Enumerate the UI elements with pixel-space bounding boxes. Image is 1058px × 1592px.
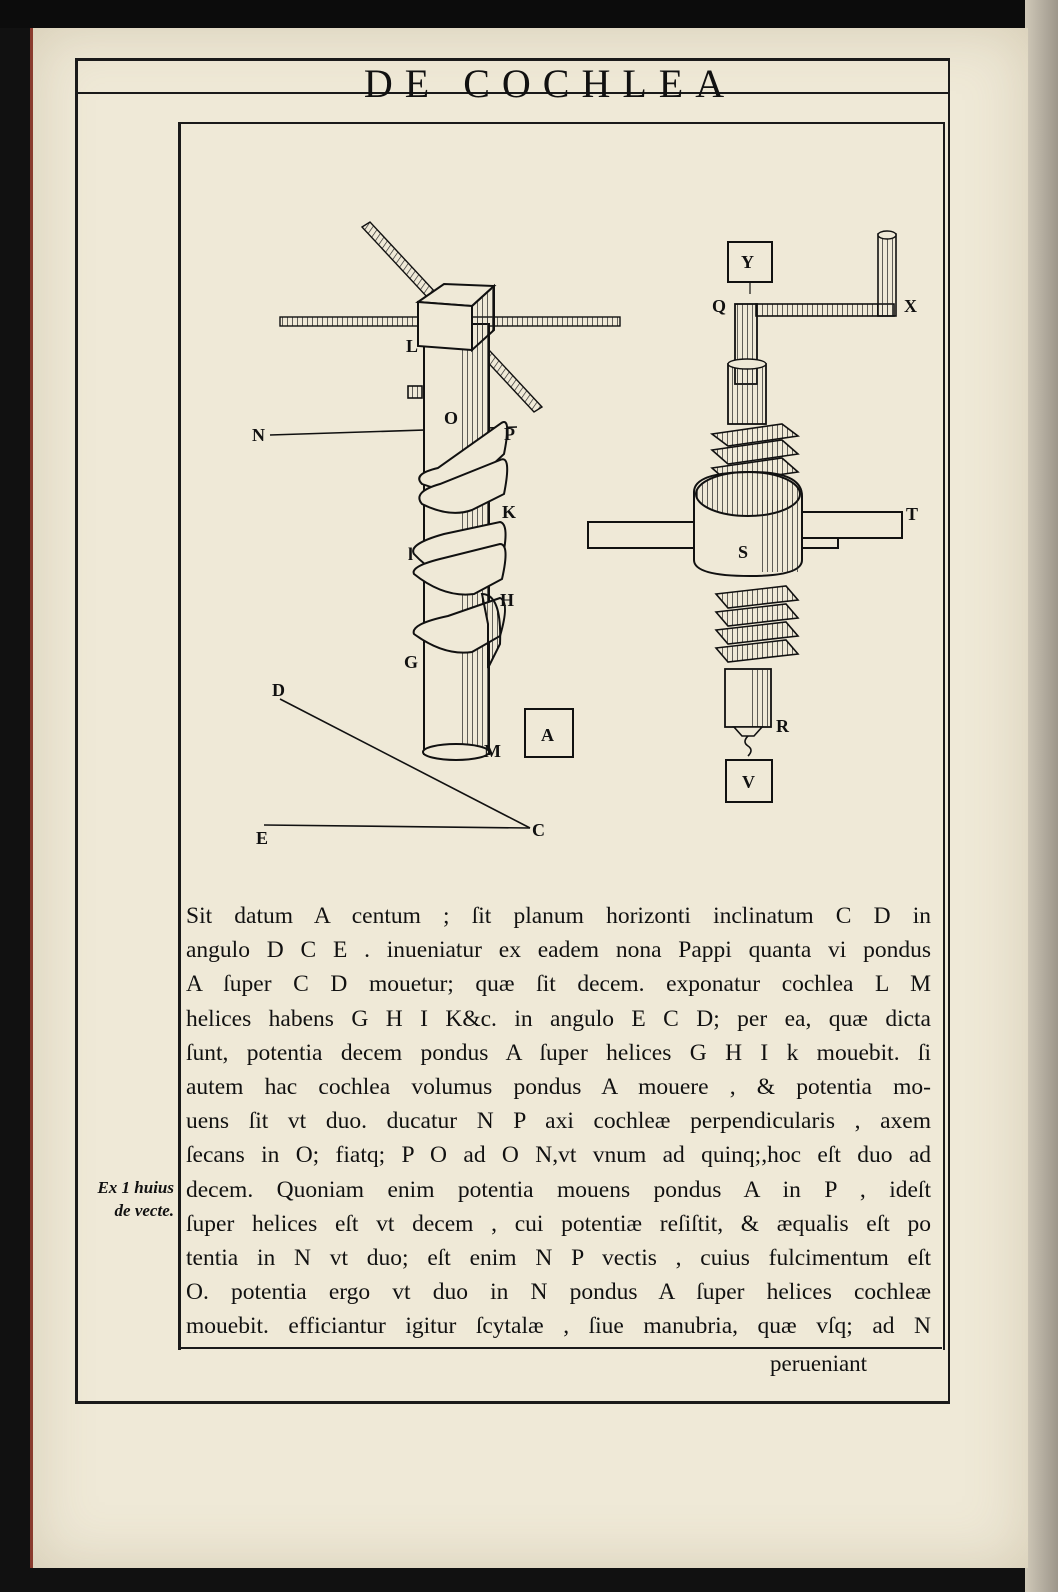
text-line: decem. Quoniam enim potentia mouens pondus A in P , ideſt [186,1176,931,1203]
text-line: angulo D C E . inueniatur ex eadem nona Pappi quanta vi pondus [186,937,931,964]
label-v: V [742,772,755,792]
text-line: ſecans in O; fiatq; P O ad O N,vt vnum ad quinq;,hoc eſt duo ad [186,1142,931,1169]
label-k: K [502,502,517,522]
margin-note [82,1176,174,1222]
right-screw-threads-lower [716,586,798,662]
label-d: D [272,680,285,700]
text-line: autem hac cochlea volumus pondus A mouere , & potentia mo- [186,1074,931,1101]
label-m: M [484,741,501,761]
label-h: H [500,590,515,610]
label-e: E [256,828,269,848]
right-screw-lower-shaft [725,669,771,756]
body-paragraph [186,899,931,1344]
margin-note-line-2: de vecte. [114,1201,174,1220]
text-line: helices habens G H I K&c. in angulo E C D; per ea, quæ dicta [186,1005,931,1032]
label-o: O [444,408,459,428]
label-r: R [776,716,789,736]
screw-diagram [182,124,938,894]
label-p: P [504,424,515,444]
page-title: DE COCHLEA [363,61,737,106]
label-l-upper: L [406,336,419,356]
text-line: ſuper helices eſt vt decem , cui potentiæ reſiſtit, & æqualis eſt po [186,1210,931,1237]
text-line: mouebit. efficiantur igitur ſcytalæ , ſiue manubria, quæ vſq; ad N [186,1313,931,1340]
text-line: O. potentia ergo vt duo in N pondus A ſuper helices cochleæ [186,1279,931,1306]
right-screw-crank [756,231,896,316]
right-screw-shaft [728,304,766,424]
text-line: Sit datum A centum ; ſit planum horizonti inclinatum C D in [186,903,931,929]
margin-note-line-1: Ex 1 huius [97,1178,174,1197]
text-line: A ſuper C D mouetur; quæ ſit decem. exponatur cochlea L M [186,971,931,998]
label-n: N [252,425,265,445]
text-block-bottom-rule [180,1347,942,1349]
label-y: Y [741,252,754,272]
label-x: X [904,296,917,316]
label-g: G [404,652,419,672]
label-s: S [738,542,749,562]
top-edge [0,0,1058,28]
catchword: perueniant [770,1351,868,1376]
label-q: Q [712,296,727,316]
label-a: A [541,725,554,745]
label-l-lower: l [408,544,414,564]
label-t: T [906,504,919,524]
next-page-edge [1025,0,1058,1592]
text-line: ſunt, potentia decem pondus A ſuper helices G H I k mouebit. ſi [186,1039,931,1066]
left-screw-nub [408,386,422,398]
text-line: tentia in N vt duo; eſt enim N P vectis , cuius fulcimentum eſt [186,1245,931,1272]
inclined-plane [264,699,530,828]
left-screw-head-block [418,284,494,350]
text-line: uens ſit vt duo. ducatur N P axi cochleæ perpendicularis , axem [186,1108,931,1135]
label-c: C [532,820,545,840]
